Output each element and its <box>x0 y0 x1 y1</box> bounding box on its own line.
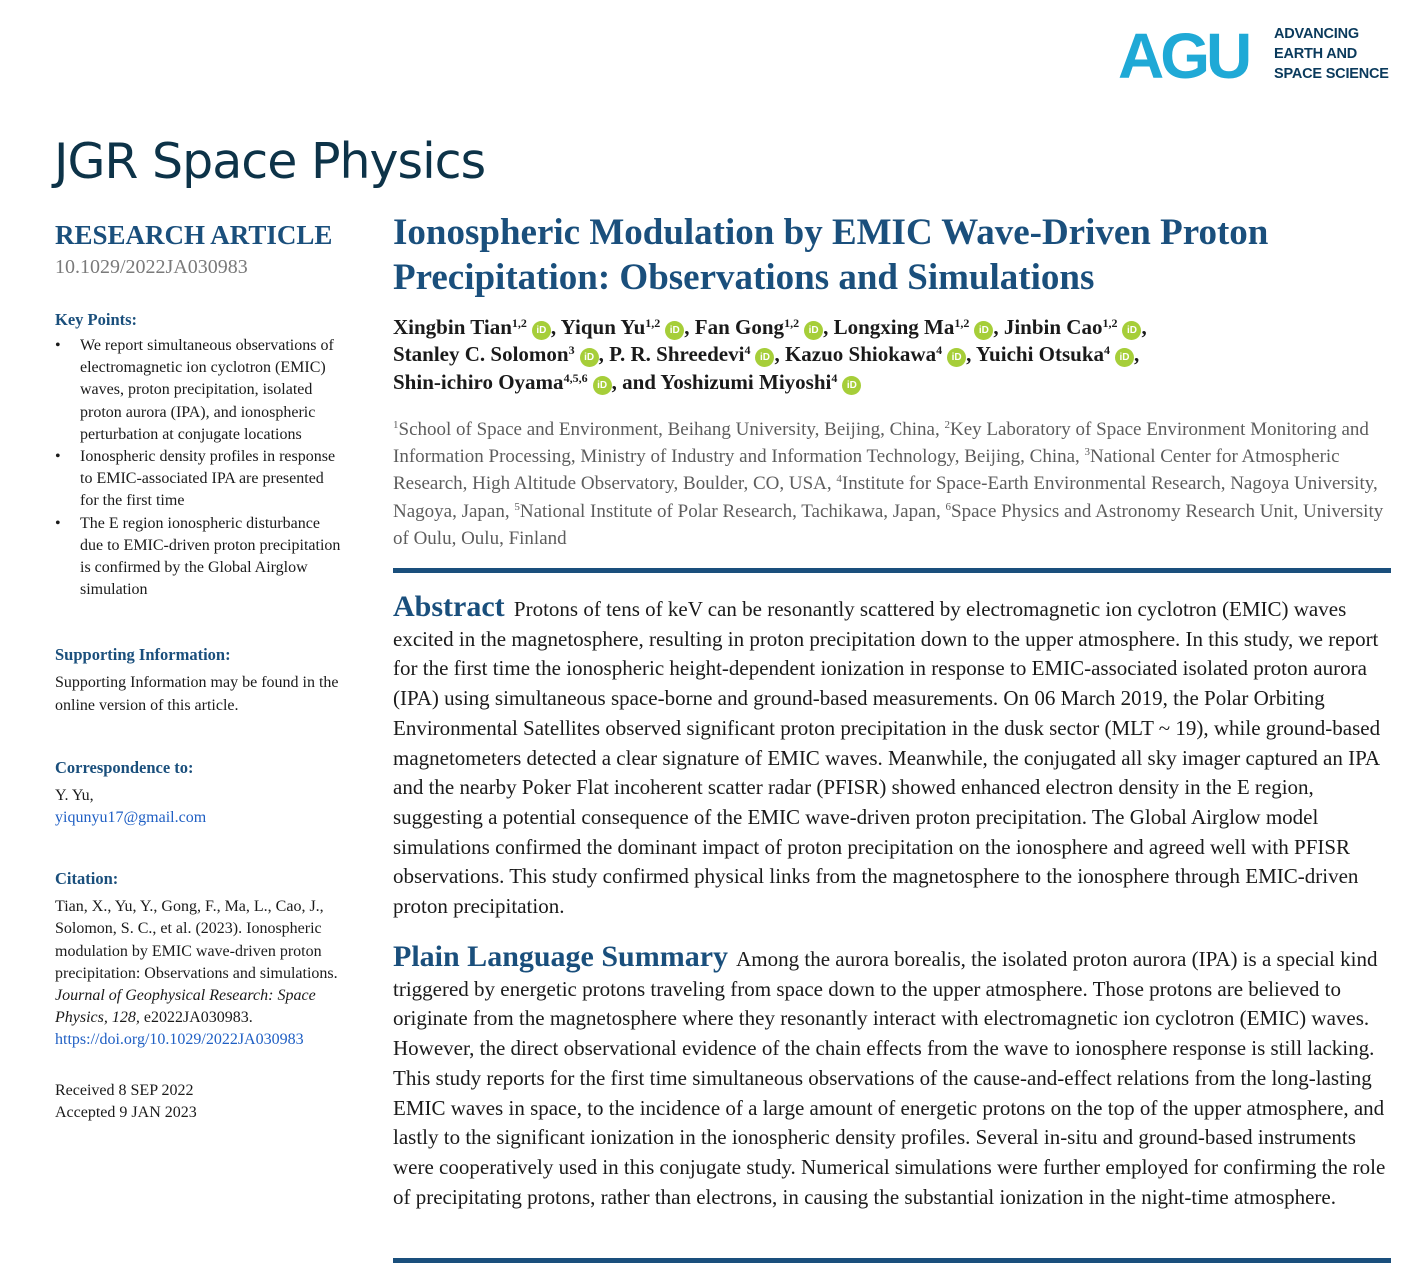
author-list <box>393 314 1393 396</box>
affiliation: $^6$Space Physics and Astronomy Research Unit, University of Oulu, Oulu, Finland <box>393 500 1384 549</box>
agu-logo-letters: AGU <box>1118 26 1249 84</box>
article-dates <box>55 1080 345 1124</box>
affiliation: $^3$National Center for Atmospheric Research, High Altitude Observatory, Boulder, CO, USA, <box>393 446 1340 495</box>
affiliation: $^2$Key Laboratory of Space Environment Monitoring and Information Processing, Ministry of Industry and Information Technology, Beijing, China, <box>393 418 1369 468</box>
affiliation: $^1$School of Space and Environment, Beihang University, Beijing, China, <box>393 418 940 440</box>
section-divider <box>393 568 1391 573</box>
affiliation: $^5$National Institute of Polar Research, Tachikawa, Japan, <box>514 500 941 522</box>
plain-language-summary-section <box>393 942 1391 1212</box>
citation-authors-title: Tian, X., Yu, Y., Gong, F., Ma, L., Cao, J., Solomon, S. C., et al. (2023). Ionospheric modulation by EMIC wave-driven proton precipitation: Observations and simulations. <box>55 898 338 982</box>
author: Yoshizumi Miyoshi$^4$iD <box>660 370 861 394</box>
author: Longxing Ma$^{1,2}$iD , <box>833 315 999 339</box>
citation-doi-link[interactable]: https://doi.org/10.1029/2022JA030983 <box>55 1031 304 1049</box>
author: P. R. Shreedevi$^4$iD , <box>609 342 780 367</box>
abstract-heading: Abstract <box>393 590 505 623</box>
correspondence-block <box>55 757 345 829</box>
orcid-icon[interactable]: iD <box>532 321 551 340</box>
article-type: RESEARCH ARTICLE <box>55 220 333 250</box>
orcid-icon[interactable]: iD <box>804 321 823 340</box>
agu-tagline-line: SPACE SCIENCE <box>1274 66 1389 82</box>
citation-text <box>55 896 345 1051</box>
orcid-icon[interactable]: iD <box>842 376 861 395</box>
orcid-icon[interactable]: iD <box>1122 321 1141 340</box>
author: Yiqun Yu$^{1,2}$iD , <box>560 315 690 339</box>
correspondence-email-link[interactable]: yiqunyu17@gmail.com <box>55 809 207 827</box>
received-date: Received 8 SEP 2022 <box>55 1081 194 1099</box>
abstract-text: Protons of tens of keV can be resonantly scattered by electromagnetic ion cyclotron (EMIC) waves excited in the magnetosphere, resulting in proton precipitation down to the upper atmosphere. In this study, we report for the first time the ionospheric height-dependent ionization in response to EMIC-associated isolated proton aurora (IPA) using simultaneous space-borne and ground-based measurements. On 06 March 2019, the Polar Orbiting Environmental Satellites observed significant proton precipitation in the dusk sector (MLT ~ 19), while ground-based magnetometers detected a clear signature of EMIC waves. Meanwhile, the conjugated all sky imager captured an IPA and the nearby Poker Flat incoherent scatter radar (PFISR) showed enhanced electron density in the E region, suggesting a potential consequence of the EMIC wave-driven proton precipitation. The Global Airglow model simulations confirmed the dominant impact of proton precipitation on the ionosphere and agreed well with PFISR observations. This study confirmed physical links from the magnetosphere to the ionosphere through EMIC-driven proton precipitation. <box>393 597 1381 919</box>
citation-journal: Journal of Geophysical Research: Space Physics, 128, <box>55 987 316 1027</box>
key-point: • Ionospheric density profiles in response to EMIC-associated IPA are presented for the first time <box>55 446 345 513</box>
correspondence-name: Y. Yu, <box>55 786 94 804</box>
orcid-icon[interactable]: iD <box>974 321 993 340</box>
author: Stanley C. Solomon$^3$iD , <box>393 342 604 367</box>
agu-tagline-line: ADVANCING <box>1274 26 1359 42</box>
author: Shin-ichiro Oyama$^{4,5,6}$iD , and <box>393 369 656 394</box>
key-points-heading: Key Points: <box>55 310 138 329</box>
affiliations <box>393 416 1393 552</box>
citation-heading: Citation: <box>55 869 119 889</box>
supporting-info-heading: Supporting Information: <box>55 645 231 665</box>
orcid-icon[interactable]: iD <box>580 348 599 367</box>
orcid-icon[interactable]: iD <box>947 348 966 367</box>
agu-logo <box>1118 24 1398 84</box>
agu-tagline-line: EARTH AND <box>1274 46 1358 62</box>
key-point: • The E region ionospheric disturbance due to EMIC-driven proton precipitation is confirmed by the Global Airglow simulation <box>55 513 345 602</box>
author: Jinbin Cao$^{1,2}$iD , <box>1003 315 1147 339</box>
journal-title: JGR Space Physics <box>54 133 486 190</box>
citation-block <box>55 868 345 1051</box>
plain-language-summary-text: Among the aurora borealis, the isolated proton aurora (IPA) is a special kind triggered by energetic protons traveling from space down to the upper atmosphere. Those protons are believed to originate from the magnetosphere where they resonantly interact with electromagnetic ion cyclotron (EMIC) waves. However, the direct observational evidence of the chain effects from the wave to ionosphere response is still lacking. This study reports for the first time simultaneous observations of the cause-and-effect relations from the long-lasting EMIC waves in space, to the incidence of a large amount of energetic protons on the top of the upper atmosphere, and lastly to the significant ionization in the ionospheric density profiles. Several in-situ and ground-based instruments were cooperatively used in this conjugate study. Numerical simulations were further employed for confirming the role of precipitating protons, rather than electrons, in causing the substantial ionization in the night-time atmosphere. <box>393 947 1386 1209</box>
author: Yuichi Otsuka$^4$iD , <box>975 342 1140 367</box>
orcid-icon[interactable]: iD <box>593 376 612 395</box>
section-divider <box>393 1258 1391 1263</box>
orcid-icon[interactable]: iD <box>1115 348 1134 367</box>
supporting-info-text: Supporting Information may be found in the online version of this article. <box>55 674 339 714</box>
correspondence-heading: Correspondence to: <box>55 757 194 777</box>
supporting-info-block <box>55 644 345 716</box>
author: Xingbin Tian$^{1,2}$iD , <box>393 315 557 339</box>
citation-article-id: e2022JA030983. <box>143 1009 253 1027</box>
orcid-icon[interactable]: iD <box>665 321 684 340</box>
orcid-icon[interactable]: iD <box>755 348 774 367</box>
author: Fan Gong$^{1,2}$iD , <box>694 315 829 339</box>
author: Kazuo Shiokawa$^4$iD , <box>784 342 972 367</box>
agu-logo-tagline <box>1274 24 1398 84</box>
article-doi: 10.1029/2022JA030983 <box>55 256 248 278</box>
accepted-date: Accepted 9 JAN 2023 <box>55 1103 197 1121</box>
agu-logo-mark <box>1118 26 1268 84</box>
main-column <box>393 210 1393 1209</box>
key-point: • We report simultaneous observations of electromagnetic ion cyclotron (EMIC) waves, proton precipitation, isolated proton aurora (IPA), and ionospheric perturbation at conjugate locations <box>55 335 345 446</box>
abstract-section <box>393 592 1391 922</box>
sidebar <box>55 218 345 1124</box>
plain-language-summary-heading: Plain Language Summary <box>393 940 729 973</box>
affiliation: $^4$Institute for Space-Earth Environmental Research, Nagoya University, Nagoya, Japan, <box>393 473 1378 522</box>
paper-title: Ionospheric Modulation by EMIC Wave-Driven Proton Precipitation: Observations and Simulations <box>393 212 1269 298</box>
key-points-list <box>55 335 345 601</box>
